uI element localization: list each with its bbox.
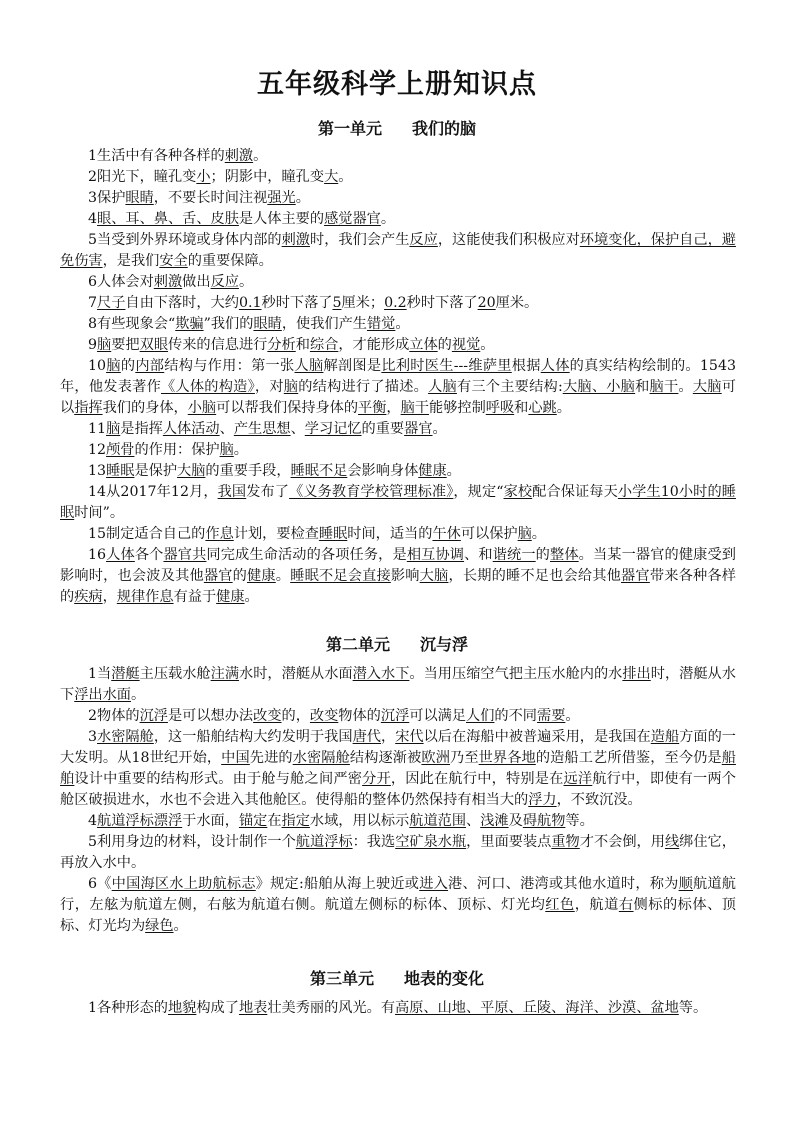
key-term: 线: [664, 834, 680, 850]
text-run: 厘米。: [495, 295, 539, 311]
key-term: 0.1: [238, 295, 262, 311]
key-term: 大脑: [692, 379, 722, 395]
text-run: 航道航行，左舷为航道左侧，右舷为航道右侧。航道左侧标的标体、顶标、灯光均: [60, 876, 736, 913]
key-term: 水密隔舱: [292, 750, 350, 766]
text-run: 于水面，: [182, 813, 239, 829]
text-run: ：我选: [352, 834, 396, 850]
text-run: 方面的一大发明。从18世纪开始，: [60, 729, 736, 766]
text-run: 的: [120, 358, 136, 374]
text-run: 的: [535, 547, 550, 563]
text-run: 。: [275, 568, 291, 584]
key-term: 睡眠: [318, 526, 348, 542]
key-term: 指挥: [74, 400, 103, 416]
text-run: 绑住它，再放入水中。: [60, 834, 736, 871]
text-run: 是保护: [134, 463, 178, 479]
text-run: 的: [437, 337, 452, 353]
key-term: 人体: [540, 358, 570, 374]
text-run: 5当受到外界环境或身体内部的: [88, 232, 282, 248]
text-run: 可以保护: [460, 526, 518, 542]
text-run: 5利用身边的材料，设计制作一个: [88, 834, 296, 850]
key-term: 健康: [247, 568, 276, 584]
text-run: ，是我们: [102, 253, 160, 269]
key-term: 沉浮: [380, 708, 410, 724]
knowledge-point: [60, 706, 736, 727]
key-term: 欺骗: [175, 316, 204, 332]
key-term: 大脑: [177, 463, 206, 479]
text-run: 、: [466, 813, 481, 829]
text-run: 时间，适当的: [347, 526, 433, 542]
key-term: 人们: [466, 708, 495, 724]
text-run: 根据: [511, 358, 541, 374]
key-term: 进入: [419, 876, 449, 892]
key-term: 视觉: [451, 337, 481, 353]
key-term: 脑干: [649, 379, 679, 395]
unit-1-heading: [0, 116, 794, 139]
key-term: 平衡: [358, 400, 387, 416]
text-run: 厘米；: [341, 295, 385, 311]
text-run: ，才能形成: [338, 337, 410, 353]
text-run: 和: [514, 400, 529, 416]
text-run: 等。: [565, 813, 594, 829]
text-run: 可以帮我们保持身体的: [216, 400, 359, 416]
text-run: ，: [386, 400, 401, 416]
key-term: 健康: [418, 463, 447, 479]
key-term: 指定: [281, 813, 310, 829]
text-run: 》规定:船舶从海上驶近或: [255, 876, 420, 892]
key-term: 需要: [537, 708, 566, 724]
text-run: 发布了: [246, 484, 290, 500]
knowledge-point: [60, 356, 736, 419]
key-term: 船舶: [60, 750, 736, 787]
text-run: 1生活中有各种各样的: [88, 148, 225, 164]
text-run: 。: [556, 400, 571, 416]
text-run: 及: [508, 813, 523, 829]
text-run: 配合保证每天: [532, 484, 618, 500]
key-term: 器官: [404, 421, 433, 437]
text-run: 的不同: [494, 708, 537, 724]
knowledge-point: [60, 664, 736, 706]
text-run: ，对: [254, 379, 284, 395]
knowledge-point: [60, 998, 736, 1019]
key-term: 眼睛: [125, 190, 154, 206]
text-run: 时，潜艇从水下: [60, 666, 736, 703]
text-run: 解剖图是: [323, 358, 382, 374]
text-run: 主压载水舱: [139, 666, 211, 682]
knowledge-point: [60, 524, 736, 545]
key-term: 环境变化，保护自己，避免伤害: [60, 232, 736, 269]
text-run: 14从2017年12月，: [88, 484, 218, 500]
text-run: 秒时下落了: [406, 295, 478, 311]
text-run: 。: [233, 442, 248, 458]
text-run: 各个: [134, 547, 164, 563]
key-term: 《义务教育学校管理标准》: [289, 484, 454, 500]
key-term: 感觉器官: [324, 211, 381, 227]
text-run: 我们的身体，: [102, 400, 188, 416]
text-run: ，规定“: [453, 484, 504, 500]
text-run: ，长期的睡不足也会给其他: [448, 568, 622, 584]
key-term: 人脑: [294, 358, 324, 374]
text-run: 结构与作用：第一张: [164, 358, 295, 374]
unit-2-number: 第二单元: [325, 635, 390, 654]
text-run: 3保护: [88, 190, 126, 206]
knowledge-point: [60, 419, 736, 440]
text-run: 2阳光下，瞳孔变: [88, 169, 197, 185]
text-run: 乃至: [450, 750, 479, 766]
text-run: 12: [88, 442, 107, 458]
key-term: 器官: [203, 568, 233, 584]
key-term: 脑: [283, 379, 299, 395]
key-term: 碍航物: [522, 813, 566, 829]
key-term: 改变: [309, 708, 339, 724]
text-run: 。: [173, 918, 188, 934]
knowledge-point: [60, 188, 736, 209]
text-run: 航行中，即使有一两个舱区破损进水，水也不会进入其他舱区。使得船的整体仍然保持有相当大的: [60, 771, 736, 808]
text-run: 是指挥: [120, 421, 163, 437]
text-run: 的，: [281, 708, 310, 724]
knowledge-point: [60, 146, 736, 167]
text-run: ，因此在航行中，特别是在: [390, 771, 564, 787]
key-term: 安全: [159, 253, 188, 269]
key-term: 整体: [550, 547, 579, 563]
text-run: 。: [480, 337, 495, 353]
key-term: 顺: [678, 876, 693, 892]
text-run: 。: [380, 211, 396, 227]
text-run: 的真实结构绘制的。1543年，他发表著作: [60, 358, 736, 395]
document-title: 五年级科学上册知识点: [257, 69, 537, 100]
unit-1-number: 第一单元: [317, 119, 382, 138]
key-term: 小学生10小时的: [617, 484, 722, 500]
text-run: 是人体主要的: [238, 211, 325, 227]
key-term: 家校: [503, 484, 533, 500]
key-term: 地貌: [167, 1000, 197, 1016]
text-run: 7: [88, 295, 98, 311]
key-term: 大: [324, 169, 339, 185]
text-run: ，里面要装点: [466, 834, 552, 850]
text-run: 会影响身体: [347, 463, 419, 479]
text-run: 。当用压缩空气把主压水舱内的水: [409, 666, 623, 682]
knowledge-point: [60, 832, 736, 874]
key-term: 内部: [135, 358, 165, 374]
knowledge-point: [60, 440, 736, 461]
key-term: 双眼: [139, 337, 169, 353]
key-term: 《人体的构造》: [161, 379, 255, 395]
knowledge-point: [60, 293, 736, 314]
key-term: 综合: [309, 337, 339, 353]
text-run: 和: [635, 379, 650, 395]
text-run: 可以: [60, 379, 736, 416]
knowledge-point: [60, 874, 736, 937]
key-term: 0.2: [384, 295, 407, 311]
text-run: 等。: [678, 1000, 708, 1016]
knowledge-point: [60, 335, 736, 356]
unit-2-content: [60, 664, 736, 937]
key-term: 唐代: [352, 729, 381, 745]
key-term: 人体活动: [162, 421, 220, 437]
unit-3-heading: [0, 966, 794, 989]
text-run: 、: [290, 421, 305, 437]
knowledge-point: [60, 811, 736, 832]
key-term: 浮力: [528, 792, 557, 808]
text-run: 才不会倒，用: [579, 834, 665, 850]
key-term: 潜艇: [111, 666, 140, 682]
unit-1-content: [60, 146, 736, 608]
text-run: 水域，用以标示: [309, 813, 410, 829]
text-run: 。: [238, 274, 254, 290]
text-run: 11: [88, 421, 107, 437]
text-run: 带来各种各样的: [60, 568, 736, 605]
text-run: 壮美秀丽的风光。有: [267, 1000, 396, 1016]
key-term: 颅骨: [106, 442, 135, 458]
text-run: 4: [88, 813, 98, 829]
key-term: 睡眠: [60, 484, 736, 521]
text-run: 、: [219, 421, 234, 437]
key-term: 健康: [216, 589, 245, 605]
key-term: 睡眠不足会直接: [290, 568, 391, 584]
key-term: 眼、耳、鼻、舌、皮肤: [97, 211, 239, 227]
key-term: 改变: [253, 708, 282, 724]
key-term: 脑: [106, 421, 121, 437]
key-term: 大脑、小脑: [562, 379, 636, 395]
text-run: ，这一船舶结构大约发明于我国: [153, 729, 353, 745]
key-term: 地表: [238, 1000, 268, 1016]
text-run: 16: [88, 547, 107, 563]
text-run: 的重要: [361, 421, 405, 437]
text-run: 要把: [111, 337, 140, 353]
key-term: 学习记忆: [304, 421, 362, 437]
key-term: 比利时医生---维萨里: [381, 358, 512, 374]
key-term: 谐统一: [492, 547, 536, 563]
unit-3-content: [60, 998, 736, 1019]
key-term: 规律作息: [116, 589, 174, 605]
key-term: 分开: [362, 771, 391, 787]
knowledge-point: [60, 272, 736, 293]
text-run: ；阴影中，瞳孔变: [210, 169, 325, 185]
knowledge-point: [60, 209, 736, 230]
key-term: 脑: [219, 442, 234, 458]
key-term: 疾病: [74, 589, 103, 605]
text-run: 计划，要检查: [233, 526, 319, 542]
text-run: 的: [232, 568, 248, 584]
text-run: 。: [565, 708, 580, 724]
text-run: ，不要长时间注视: [153, 190, 268, 206]
text-run: 和: [295, 337, 310, 353]
key-term: 睡眠不足: [290, 463, 348, 479]
text-run: 物体的: [338, 708, 381, 724]
key-term: 5: [332, 295, 342, 311]
text-run: 是可以想办法: [167, 708, 254, 724]
text-run: 。: [253, 148, 268, 164]
text-run: ，这能使我们积极应对: [437, 232, 580, 248]
key-term: 锚定: [238, 813, 268, 829]
key-term: 尺子: [97, 295, 126, 311]
key-term: 刺激: [153, 274, 183, 290]
text-run: 6人体会对: [88, 274, 154, 290]
key-term: 立体: [409, 337, 438, 353]
text-run: 时，我们会产生: [310, 232, 410, 248]
key-term: 世界各地: [478, 750, 536, 766]
text-run: 结构逐渐被: [349, 750, 422, 766]
text-run: 。当某一器官的健康受到影响时，也会波及其他: [60, 547, 736, 584]
key-term: 欧洲: [421, 750, 451, 766]
key-term: 大脑: [419, 568, 449, 584]
key-term: 眼睛: [253, 316, 282, 332]
key-term: 刺激: [224, 148, 254, 164]
text-run: 港、河口、港湾或其他水道时，称为: [448, 876, 679, 892]
key-term: 我国: [217, 484, 247, 500]
text-run: 1各种形态的: [88, 1000, 168, 1016]
text-run: 可以满足: [409, 708, 467, 724]
key-term: 绿色: [145, 918, 174, 934]
key-term: 航道浮标漂浮: [97, 813, 183, 829]
key-term: 人体: [106, 547, 135, 563]
key-term: 20: [477, 295, 496, 311]
text-run: 。: [678, 379, 693, 395]
text-run: 。: [531, 526, 546, 542]
knowledge-point: [60, 727, 736, 811]
key-term: 宋代: [395, 729, 424, 745]
key-term: 红色: [545, 897, 575, 913]
key-term: 小: [196, 169, 211, 185]
knowledge-point: [60, 314, 736, 335]
key-term: 浮出水面: [74, 687, 131, 703]
key-term: 器官共: [163, 547, 207, 563]
text-run: 时间”。: [74, 505, 125, 521]
text-run: 以后在海船中被普遍采用，是我国在: [423, 729, 651, 745]
text-run: 。: [130, 687, 146, 703]
text-run: 13: [88, 463, 107, 479]
key-term: 脑: [97, 337, 112, 353]
key-term: 脑: [106, 358, 121, 374]
key-term: 脑: [517, 526, 532, 542]
knowledge-point: [60, 545, 736, 608]
text-run: ”我们的: [203, 316, 254, 332]
text-run: 3: [88, 729, 98, 745]
text-run: 。: [446, 463, 461, 479]
key-term: 睡眠: [106, 463, 135, 479]
key-term: 反应: [409, 232, 438, 248]
knowledge-point: [60, 482, 736, 524]
key-term: 造船: [650, 729, 680, 745]
text-run: 影响: [390, 568, 420, 584]
key-term: 右: [618, 897, 634, 913]
text-run: 。: [432, 421, 447, 437]
key-term: 中国海区水上助航标志: [111, 876, 256, 892]
unit-3-name: 地表的变化: [404, 969, 485, 988]
text-run: ，不致沉没。: [556, 792, 642, 808]
key-term: 作息: [205, 526, 234, 542]
key-term: 相互协调: [406, 547, 465, 563]
text-run: 做出: [182, 274, 211, 290]
text-run: 9: [88, 337, 98, 353]
text-run: ，: [102, 589, 117, 605]
text-run: 侧标的标体、顶标、灯光均为: [60, 897, 736, 934]
text-run: 的造船工艺所借鉴，至今仍是: [535, 750, 722, 766]
text-run: 。: [395, 316, 410, 332]
key-term: 呼吸: [485, 400, 515, 416]
knowledge-point: [60, 230, 736, 272]
knowledge-point: [60, 167, 736, 188]
text-run: 。: [295, 190, 310, 206]
text-run: 水时，潜艇从水面: [239, 666, 353, 682]
text-run: 在: [267, 813, 282, 829]
text-run: 4: [88, 211, 98, 227]
key-term: 产生思想: [233, 421, 291, 437]
text-run: 能够控制: [429, 400, 486, 416]
text-run: 、和: [464, 547, 493, 563]
key-term: 浅滩: [480, 813, 509, 829]
key-term: 器官: [621, 568, 650, 584]
text-run: 2物体的: [88, 708, 140, 724]
text-run: 秒时下落了: [261, 295, 333, 311]
key-term: 中国: [221, 750, 250, 766]
key-term: 错觉: [366, 316, 396, 332]
text-run: 同完成生命活动的各项任务，是: [206, 547, 407, 563]
key-term: 午休: [432, 526, 461, 542]
text-run: 有益于: [173, 589, 217, 605]
unit-1-name: 我们的脑: [412, 119, 477, 138]
key-term: 航道浮标: [295, 834, 353, 850]
key-term: 小脑: [187, 400, 217, 416]
key-term: 航道范围: [409, 813, 467, 829]
text-run: ，: [381, 729, 396, 745]
key-term: 沉浮: [139, 708, 168, 724]
key-term: 重物: [551, 834, 580, 850]
unit-2-name: 沉与浮: [420, 635, 469, 654]
key-term: 注满: [210, 666, 240, 682]
unit-2-heading: [0, 632, 794, 655]
text-run: 传来的信息进行: [168, 337, 268, 353]
text-run: ，航道: [574, 897, 619, 913]
text-run: 10: [88, 358, 107, 374]
text-run: 有三个主要结构:: [456, 379, 563, 395]
key-term: 刺激: [281, 232, 311, 248]
text-run: 。: [244, 589, 259, 605]
key-term: 潜入水下: [352, 666, 410, 682]
key-term: 强光: [267, 190, 296, 206]
text-run: 先进的: [249, 750, 293, 766]
key-term: 分析: [267, 337, 296, 353]
key-term: 反应: [210, 274, 239, 290]
knowledge-point: [60, 461, 736, 482]
text-run: 的结构进行了描述。: [298, 379, 429, 395]
text-run: ，使我们产生: [281, 316, 367, 332]
text-run: 的重要手段，: [205, 463, 291, 479]
text-run: 15制定适合自己的: [88, 526, 206, 542]
text-run: 1当: [88, 666, 112, 682]
text-run: 的重要保障。: [187, 253, 273, 269]
text-run: 的作用：保护: [134, 442, 220, 458]
key-term: 排出: [622, 666, 651, 682]
unit-3-number: 第三单元: [309, 969, 374, 988]
key-term: 高原、山地、平原、丘陵、海洋、沙漠、盆地: [395, 1000, 679, 1016]
key-term: 人脑: [428, 379, 457, 395]
text-run: 自由下落时，大约: [125, 295, 239, 311]
text-run: 6《: [88, 876, 112, 892]
key-term: 心跳: [528, 400, 557, 416]
text-run: 。: [338, 169, 353, 185]
key-term: 远洋: [563, 771, 593, 787]
text-run: 设计中重要的结构形式。由于舱与舱之间严密: [74, 771, 363, 787]
key-term: 脑干: [400, 400, 429, 416]
key-term: 空矿泉水瓶: [395, 834, 467, 850]
key-term: 水密隔舱: [97, 729, 154, 745]
text-run: 构成了: [196, 1000, 239, 1016]
text-run: 8有些现象会“: [88, 316, 176, 332]
